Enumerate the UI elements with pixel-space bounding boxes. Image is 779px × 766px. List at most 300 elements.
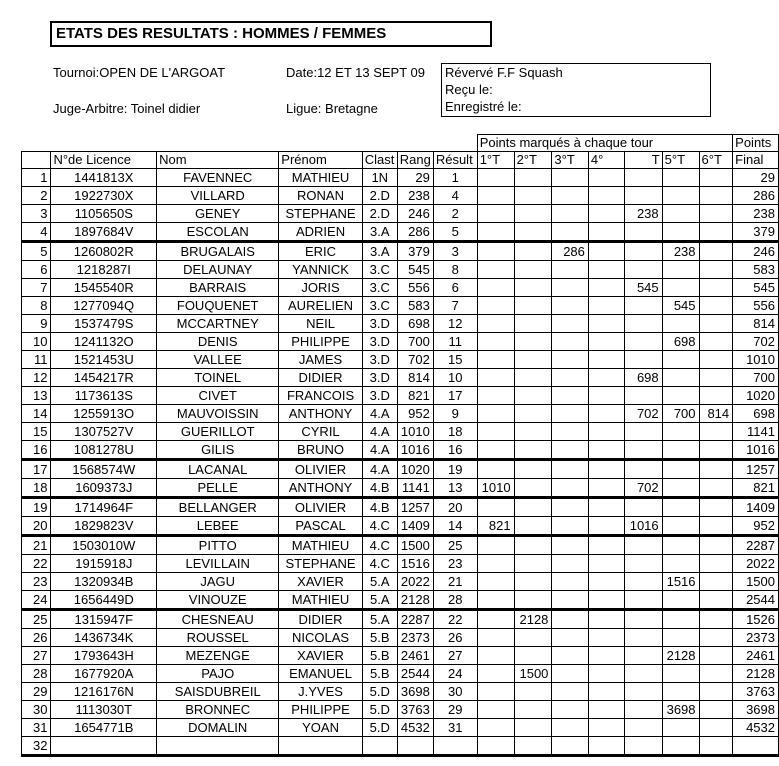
ranking-class-cell: 3.C	[362, 261, 397, 279]
round3-points-cell	[552, 169, 588, 187]
reserved-label: Révervé F.F Squash	[445, 65, 563, 80]
round2-points-cell	[514, 517, 552, 536]
licence-number-cell: 1307527V	[51, 423, 157, 441]
header-prenom: Prénom	[279, 152, 363, 169]
round2-points-cell	[514, 479, 552, 498]
rank-cell: 2373	[397, 629, 433, 647]
row-index-cell: 15	[22, 423, 51, 441]
rank-cell: 556	[397, 279, 433, 297]
rank-cell: 821	[397, 387, 433, 405]
round5-points-cell	[662, 610, 699, 629]
round4b-points-cell	[624, 187, 662, 205]
round3-points-cell	[552, 479, 588, 498]
rank-cell: 2128	[397, 591, 433, 610]
row-index-cell: 19	[22, 498, 51, 517]
final-points-cell: 379	[733, 223, 779, 242]
ranking-class-cell: 5.D	[362, 719, 397, 737]
first-name-cell: STEPHANE	[279, 555, 363, 573]
final-points-cell	[733, 737, 779, 756]
round6-points-cell	[699, 297, 733, 315]
last-name-cell: GILIS	[157, 441, 279, 460]
last-name-cell: MAUVOISSIN	[157, 405, 279, 423]
round2-points-cell	[514, 315, 552, 333]
licence-number-cell: 1677920A	[51, 665, 157, 683]
round2-points-cell	[514, 498, 552, 517]
rank-cell: 286	[397, 223, 433, 242]
table-row	[22, 555, 779, 573]
round3-points-cell	[552, 536, 588, 555]
round6-points-cell	[699, 315, 733, 333]
round4-points-cell	[588, 279, 624, 297]
table-row	[22, 737, 779, 756]
round4-points-cell	[588, 591, 624, 610]
row-index-cell: 22	[22, 555, 51, 573]
round3-points-cell	[552, 629, 588, 647]
round1-points-cell	[477, 555, 514, 573]
last-name-cell: FOUQUENET	[157, 297, 279, 315]
final-points-cell: 2461	[733, 647, 779, 665]
result-cell: 28	[433, 591, 477, 610]
round2-points-cell	[514, 737, 552, 756]
licence-number-cell: 1537479S	[51, 315, 157, 333]
round5-points-cell	[662, 737, 699, 756]
round1-points-cell	[477, 223, 514, 242]
first-name-cell: JAMES	[279, 351, 363, 369]
licence-number-cell: 1568574W	[51, 460, 157, 479]
round5-points-cell	[662, 517, 699, 536]
rank-cell: 2544	[397, 665, 433, 683]
round1-points-cell	[477, 647, 514, 665]
table-row	[22, 205, 779, 223]
round1-points-cell	[477, 701, 514, 719]
result-cell: 3	[433, 242, 477, 261]
round3-points-cell	[552, 591, 588, 610]
table-row	[22, 719, 779, 737]
table-row	[22, 479, 779, 498]
final-points-cell: 952	[733, 517, 779, 536]
round3-points-cell	[552, 261, 588, 279]
result-cell: 26	[433, 629, 477, 647]
round2-points-cell: 1500	[514, 665, 552, 683]
round5-points-cell	[662, 629, 699, 647]
row-index-cell: 30	[22, 701, 51, 719]
round4-points-cell	[588, 387, 624, 405]
round1-points-cell	[477, 187, 514, 205]
licence-number-cell: 1654771B	[51, 719, 157, 737]
row-index-cell: 6	[22, 261, 51, 279]
ranking-class-cell: 5.A	[362, 591, 397, 610]
round5-points-cell	[662, 169, 699, 187]
referee: Juge-Arbitre: Toinel didier	[53, 101, 201, 116]
table-row	[22, 187, 779, 205]
round3-points-cell	[552, 610, 588, 629]
last-name-cell: LACANAL	[157, 460, 279, 479]
round6-points-cell	[699, 242, 733, 261]
rank-cell: 238	[397, 187, 433, 205]
round6-points-cell	[699, 441, 733, 460]
row-index-cell: 21	[22, 536, 51, 555]
row-index-cell: 10	[22, 333, 51, 351]
round4b-points-cell: 1016	[624, 517, 662, 536]
first-name-cell: RONAN	[279, 187, 363, 205]
round2-points-cell	[514, 242, 552, 261]
ranking-class-cell: 5.D	[362, 701, 397, 719]
round3-points-cell	[552, 205, 588, 223]
result-cell: 31	[433, 719, 477, 737]
round4b-points-cell: 702	[624, 479, 662, 498]
final-points-cell: 29	[733, 169, 779, 187]
round6-points-cell	[699, 351, 733, 369]
round4-points-cell	[588, 242, 624, 261]
final-points-cell: 583	[733, 261, 779, 279]
round4-points-cell	[588, 261, 624, 279]
row-index-cell: 14	[22, 405, 51, 423]
licence-number-cell: 1441813X	[51, 169, 157, 187]
round5-points-cell: 2128	[662, 647, 699, 665]
licence-number-cell: 1503010W	[51, 536, 157, 555]
last-name-cell: PAJO	[157, 665, 279, 683]
row-index-cell: 26	[22, 629, 51, 647]
licence-number-cell: 1277094Q	[51, 297, 157, 315]
first-name-cell: OLIVIER	[279, 498, 363, 517]
rank-cell: 29	[397, 169, 433, 187]
header-t5: 5°T	[662, 152, 699, 169]
round3-points-cell	[552, 573, 588, 591]
result-cell: 25	[433, 536, 477, 555]
row-index-cell: 13	[22, 387, 51, 405]
result-cell: 27	[433, 647, 477, 665]
round1-points-cell	[477, 460, 514, 479]
last-name-cell: LEVILLAIN	[157, 555, 279, 573]
round4b-points-cell	[624, 647, 662, 665]
header-final: Final	[733, 152, 779, 169]
licence-number-cell: 1922730X	[51, 187, 157, 205]
round4-points-cell	[588, 460, 624, 479]
header-nom: Nom	[157, 152, 279, 169]
licence-number-cell: 1105650S	[51, 205, 157, 223]
round4b-points-cell	[624, 351, 662, 369]
first-name-cell: EMANUEL	[279, 665, 363, 683]
round3-points-cell	[552, 297, 588, 315]
first-name-cell: MATHIEU	[279, 169, 363, 187]
round2-points-cell	[514, 591, 552, 610]
round4-points-cell	[588, 555, 624, 573]
licence-number-cell: 1113030T	[51, 701, 157, 719]
final-points-cell: 698	[733, 405, 779, 423]
rank-cell: 3763	[397, 701, 433, 719]
round5-points-cell	[662, 479, 699, 498]
result-cell	[433, 737, 477, 756]
last-name-cell: VILLARD	[157, 187, 279, 205]
round1-points-cell	[477, 498, 514, 517]
round2-points-cell	[514, 573, 552, 591]
ranking-class-cell: 4.C	[362, 555, 397, 573]
result-cell: 14	[433, 517, 477, 536]
tournament-date: Date:12 ET 13 SEPT 09	[286, 65, 425, 80]
licence-number-cell: 1260802R	[51, 242, 157, 261]
row-index-cell: 18	[22, 479, 51, 498]
last-name-cell: ROUSSEL	[157, 629, 279, 647]
ranking-class-cell: 4.A	[362, 460, 397, 479]
final-points-cell: 814	[733, 315, 779, 333]
round4b-points-cell	[624, 683, 662, 701]
table-row	[22, 610, 779, 629]
ranking-class-cell: 4.B	[362, 479, 397, 498]
round4-points-cell	[588, 405, 624, 423]
table-row	[22, 369, 779, 387]
round4b-points-cell	[624, 536, 662, 555]
header-rang: Rang	[397, 152, 433, 169]
licence-number-cell: 1915918J	[51, 555, 157, 573]
table-row	[22, 665, 779, 683]
row-index-cell: 20	[22, 517, 51, 536]
header-t2: 2°T	[514, 152, 552, 169]
round3-points-cell	[552, 387, 588, 405]
round3-points-cell	[552, 223, 588, 242]
ranking-class-cell: 5.D	[362, 683, 397, 701]
round3-points-cell	[552, 460, 588, 479]
round4-points-cell	[588, 737, 624, 756]
round6-points-cell	[699, 498, 733, 517]
table-row	[22, 169, 779, 187]
result-cell: 20	[433, 498, 477, 517]
round5-points-cell: 698	[662, 333, 699, 351]
round3-points-cell	[552, 517, 588, 536]
final-points-cell: 1141	[733, 423, 779, 441]
header-group-spacer	[22, 135, 478, 152]
rank-cell	[397, 737, 433, 756]
round3-points-cell	[552, 665, 588, 683]
document-title: ETATS DES RESULTATS : HOMMES / FEMMES	[50, 21, 492, 47]
row-index-cell: 31	[22, 719, 51, 737]
round6-points-cell	[699, 536, 733, 555]
ranking-class-cell: 3.D	[362, 369, 397, 387]
round6-points-cell	[699, 573, 733, 591]
last-name-cell: BRUGALAIS	[157, 242, 279, 261]
round2-points-cell	[514, 333, 552, 351]
round6-points-cell	[699, 387, 733, 405]
first-name-cell: YANNICK	[279, 261, 363, 279]
last-name-cell: LEBEE	[157, 517, 279, 536]
header-group-row	[22, 135, 779, 152]
ranking-class-cell: 3.D	[362, 315, 397, 333]
result-cell: 16	[433, 441, 477, 460]
first-name-cell: MATHIEU	[279, 536, 363, 555]
row-index-cell: 27	[22, 647, 51, 665]
round2-points-cell: 2128	[514, 610, 552, 629]
last-name-cell	[157, 737, 279, 756]
round6-points-cell	[699, 591, 733, 610]
final-points-cell: 2022	[733, 555, 779, 573]
round6-points-cell	[699, 187, 733, 205]
ranking-class-cell: 3.A	[362, 242, 397, 261]
round6-points-cell	[699, 629, 733, 647]
first-name-cell: OLIVIER	[279, 460, 363, 479]
round1-points-cell	[477, 387, 514, 405]
round5-points-cell: 700	[662, 405, 699, 423]
round4-points-cell	[588, 517, 624, 536]
round6-points-cell	[699, 665, 733, 683]
result-cell: 10	[433, 369, 477, 387]
table-row	[22, 441, 779, 460]
rank-cell: 1010	[397, 423, 433, 441]
result-cell: 17	[433, 387, 477, 405]
round1-points-cell	[477, 441, 514, 460]
first-name-cell: NICOLAS	[279, 629, 363, 647]
result-cell: 9	[433, 405, 477, 423]
results-table	[21, 134, 779, 757]
round3-points-cell	[552, 555, 588, 573]
licence-number-cell: 1241132O	[51, 333, 157, 351]
table-row	[22, 573, 779, 591]
final-points-cell: 2287	[733, 536, 779, 555]
result-cell: 12	[433, 315, 477, 333]
round4-points-cell	[588, 479, 624, 498]
rank-cell: 1500	[397, 536, 433, 555]
rank-cell: 4532	[397, 719, 433, 737]
round4-points-cell	[588, 629, 624, 647]
ranking-class-cell: 4.A	[362, 441, 397, 460]
round6-points-cell	[699, 737, 733, 756]
ranking-class-cell: 4.C	[362, 517, 397, 536]
ranking-class-cell: 4.B	[362, 498, 397, 517]
ranking-class-cell: 2.D	[362, 205, 397, 223]
result-cell: 18	[433, 423, 477, 441]
final-points-cell: 3698	[733, 701, 779, 719]
first-name-cell: NEIL	[279, 315, 363, 333]
final-points-cell: 1016	[733, 441, 779, 460]
first-name-cell: YOAN	[279, 719, 363, 737]
final-points-cell: 702	[733, 333, 779, 351]
ranking-class-cell: 5.A	[362, 610, 397, 629]
first-name-cell: ERIC	[279, 242, 363, 261]
result-cell: 13	[433, 479, 477, 498]
round4-points-cell	[588, 719, 624, 737]
ranking-class-cell: 5.A	[362, 573, 397, 591]
row-index-cell: 25	[22, 610, 51, 629]
header-columns-row	[22, 152, 779, 169]
round4-points-cell	[588, 647, 624, 665]
round1-points-cell	[477, 405, 514, 423]
result-cell: 1	[433, 169, 477, 187]
rank-cell: 2287	[397, 610, 433, 629]
rank-cell: 952	[397, 405, 433, 423]
licence-number-cell: 1521453U	[51, 351, 157, 369]
round4-points-cell	[588, 536, 624, 555]
round3-points-cell	[552, 423, 588, 441]
round2-points-cell	[514, 719, 552, 737]
table-row	[22, 517, 779, 536]
last-name-cell: DOMALIN	[157, 719, 279, 737]
result-cell: 4	[433, 187, 477, 205]
round6-points-cell	[699, 701, 733, 719]
header-points-per-round: Points marqués à chaque tour	[477, 135, 732, 152]
rank-cell: 1257	[397, 498, 433, 517]
round5-points-cell: 545	[662, 297, 699, 315]
round5-points-cell	[662, 536, 699, 555]
round3-points-cell	[552, 498, 588, 517]
first-name-cell: XAVIER	[279, 647, 363, 665]
last-name-cell: SAISDUBREIL	[157, 683, 279, 701]
row-index-cell: 7	[22, 279, 51, 297]
last-name-cell: BELLANGER	[157, 498, 279, 517]
header-points: Points	[733, 135, 779, 152]
round4b-points-cell	[624, 719, 662, 737]
row-index-cell: 28	[22, 665, 51, 683]
round4-points-cell	[588, 187, 624, 205]
final-points-cell: 556	[733, 297, 779, 315]
round6-points-cell	[699, 683, 733, 701]
final-points-cell: 238	[733, 205, 779, 223]
round6-points-cell	[699, 333, 733, 351]
result-cell: 19	[433, 460, 477, 479]
round4-points-cell	[588, 665, 624, 683]
table-row	[22, 683, 779, 701]
round5-points-cell: 3698	[662, 701, 699, 719]
round3-points-cell	[552, 315, 588, 333]
first-name-cell: ADRIEN	[279, 223, 363, 242]
round4b-points-cell	[624, 498, 662, 517]
result-cell: 8	[433, 261, 477, 279]
round2-points-cell	[514, 460, 552, 479]
first-name-cell: STEPHANE	[279, 205, 363, 223]
round6-points-cell	[699, 261, 733, 279]
round4-points-cell	[588, 701, 624, 719]
round2-points-cell	[514, 261, 552, 279]
round3-points-cell	[552, 351, 588, 369]
round2-points-cell	[514, 536, 552, 555]
result-cell: 29	[433, 701, 477, 719]
last-name-cell: PITTO	[157, 536, 279, 555]
round3-points-cell	[552, 737, 588, 756]
final-points-cell: 821	[733, 479, 779, 498]
last-name-cell: FAVENNEC	[157, 169, 279, 187]
final-points-cell: 1500	[733, 573, 779, 591]
registered-label: Enregistré le:	[445, 99, 522, 114]
round5-points-cell	[662, 498, 699, 517]
first-name-cell: DIDIER	[279, 369, 363, 387]
round4-points-cell	[588, 498, 624, 517]
row-index-cell: 4	[22, 223, 51, 242]
header-index	[22, 152, 51, 169]
ranking-class-cell: 4.C	[362, 536, 397, 555]
rank-cell: 2022	[397, 573, 433, 591]
table-row	[22, 647, 779, 665]
table-row	[22, 242, 779, 261]
round1-points-cell	[477, 591, 514, 610]
final-points-cell: 286	[733, 187, 779, 205]
rank-cell: 2461	[397, 647, 433, 665]
round1-points-cell	[477, 315, 514, 333]
header-t1: 1°T	[477, 152, 514, 169]
first-name-cell: PHILIPPE	[279, 701, 363, 719]
ranking-class-cell: 3.D	[362, 387, 397, 405]
row-index-cell: 29	[22, 683, 51, 701]
last-name-cell: JAGU	[157, 573, 279, 591]
round2-points-cell	[514, 205, 552, 223]
round4b-points-cell	[624, 591, 662, 610]
first-name-cell: MATHIEU	[279, 591, 363, 610]
licence-number-cell: 1793643H	[51, 647, 157, 665]
round1-points-cell	[477, 205, 514, 223]
round6-points-cell	[699, 479, 733, 498]
rank-cell: 545	[397, 261, 433, 279]
first-name-cell: ANTHONY	[279, 479, 363, 498]
licence-number-cell: 1216176N	[51, 683, 157, 701]
round4b-points-cell	[624, 441, 662, 460]
round4b-points-cell	[624, 665, 662, 683]
round6-points-cell	[699, 423, 733, 441]
